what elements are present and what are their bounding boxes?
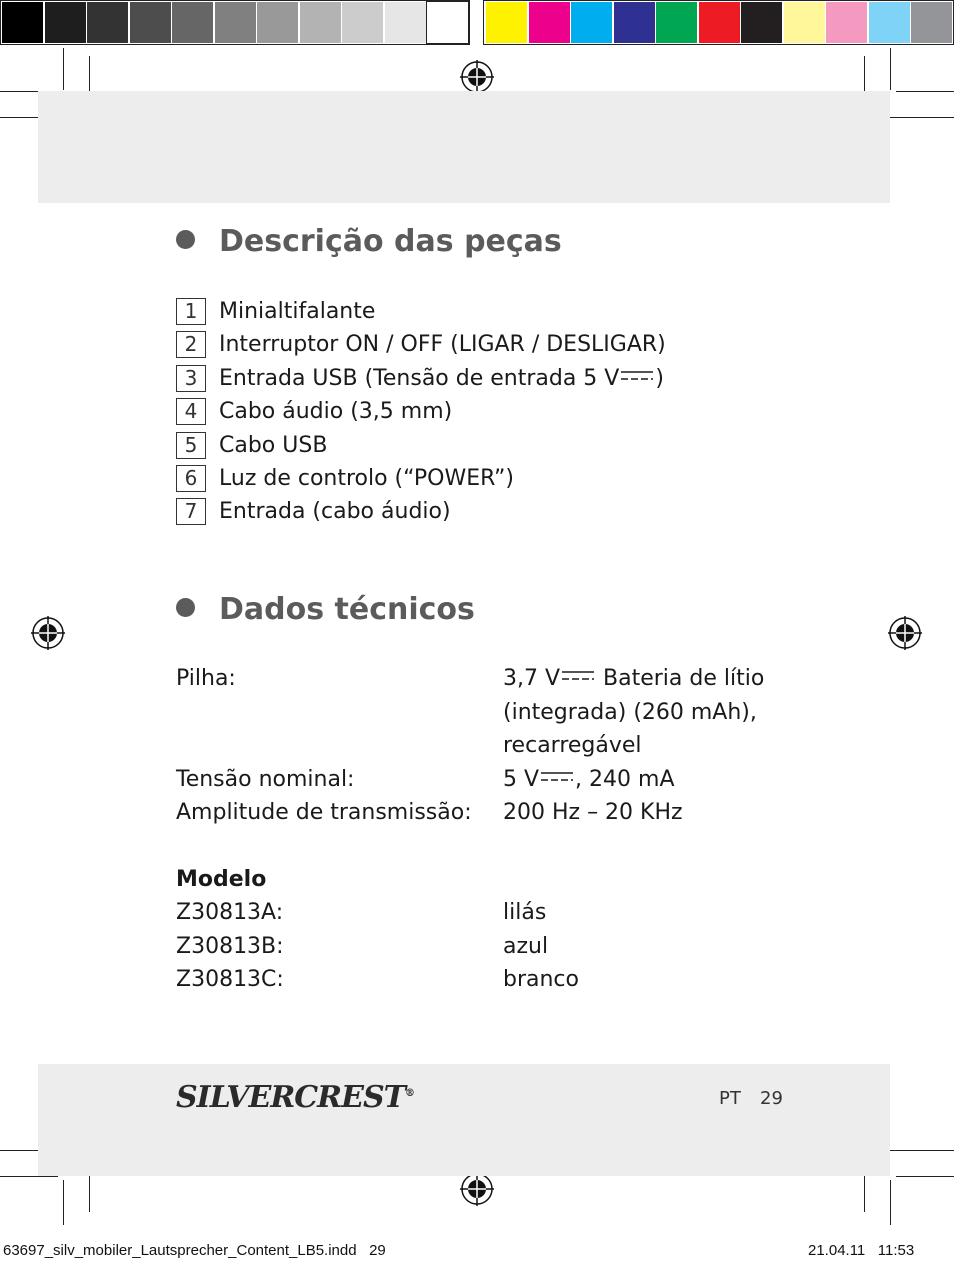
- part-number: 4: [176, 398, 206, 425]
- footer-band: [38, 1064, 890, 1176]
- model-code: Z30813C:: [176, 967, 284, 992]
- bullet-icon: [176, 230, 195, 249]
- part-label: Entrada (cabo áudio): [219, 499, 451, 524]
- print-date: 21.04.11 11:53: [808, 1242, 915, 1259]
- spec-value: 3,7 V Bateria de lítio: [503, 666, 765, 691]
- part-number: 3: [176, 365, 206, 392]
- model-code: Z30813A:: [176, 900, 284, 925]
- dc-symbol-icon: [541, 771, 573, 782]
- part-label: Cabo áudio (3,5 mm): [219, 399, 453, 424]
- part-label: Minialtifalante: [219, 299, 376, 324]
- spec-value: 5 V , 240 mA: [503, 767, 675, 792]
- part-label: Interruptor ON / OFF (LIGAR / DESLIGAR): [219, 332, 666, 357]
- model-code: Z30813B:: [176, 934, 284, 959]
- spec-label: Tensão nominal:: [176, 767, 355, 792]
- model-heading: Modelo: [176, 867, 267, 892]
- file-name: 63697_silv_mobiler_Lautsprecher_Content_LB5.indd 29: [3, 1242, 386, 1259]
- model-color: lilás: [503, 900, 547, 925]
- spec-value: recarregável: [503, 733, 642, 758]
- part-number: 5: [176, 432, 206, 459]
- part-label: Luz de controlo (“POWER”): [219, 466, 514, 491]
- page-number: 29: [760, 1088, 783, 1109]
- dc-symbol-icon: [562, 670, 594, 681]
- language-code: PT: [719, 1088, 741, 1109]
- spec-value: 200 Hz – 20 KHz: [503, 800, 683, 825]
- registration-mark-icon: [31, 616, 65, 650]
- model-color: branco: [503, 967, 579, 992]
- part-number: 2: [176, 331, 206, 358]
- swatch-frame: [0, 0, 470, 45]
- section-heading-technical-data: Dados técnicos: [176, 592, 475, 627]
- model-color: azul: [503, 934, 549, 959]
- header-band: [38, 91, 890, 203]
- brand-logo: SILVERCREST®: [176, 1080, 414, 1115]
- swatch-frame: [483, 0, 954, 45]
- spec-label: Pilha:: [176, 666, 236, 691]
- part-label: Cabo USB: [219, 433, 328, 458]
- spec-label: Amplitude de transmissão:: [176, 800, 472, 825]
- spec-value: (integrada) (260 mAh),: [503, 700, 757, 725]
- part-number: 7: [176, 498, 206, 525]
- part-number: 6: [176, 465, 206, 492]
- bullet-icon: [176, 598, 195, 617]
- part-label: Entrada USB (Tensão de entrada 5 V ): [219, 366, 664, 391]
- registration-mark-icon: [888, 616, 922, 650]
- registration-mark-icon: [460, 60, 494, 94]
- registration-mark-icon: [460, 1172, 494, 1206]
- section-heading-parts: Descrição das peças: [176, 224, 562, 259]
- dc-symbol-icon: [621, 370, 653, 381]
- part-number: 1: [176, 298, 206, 325]
